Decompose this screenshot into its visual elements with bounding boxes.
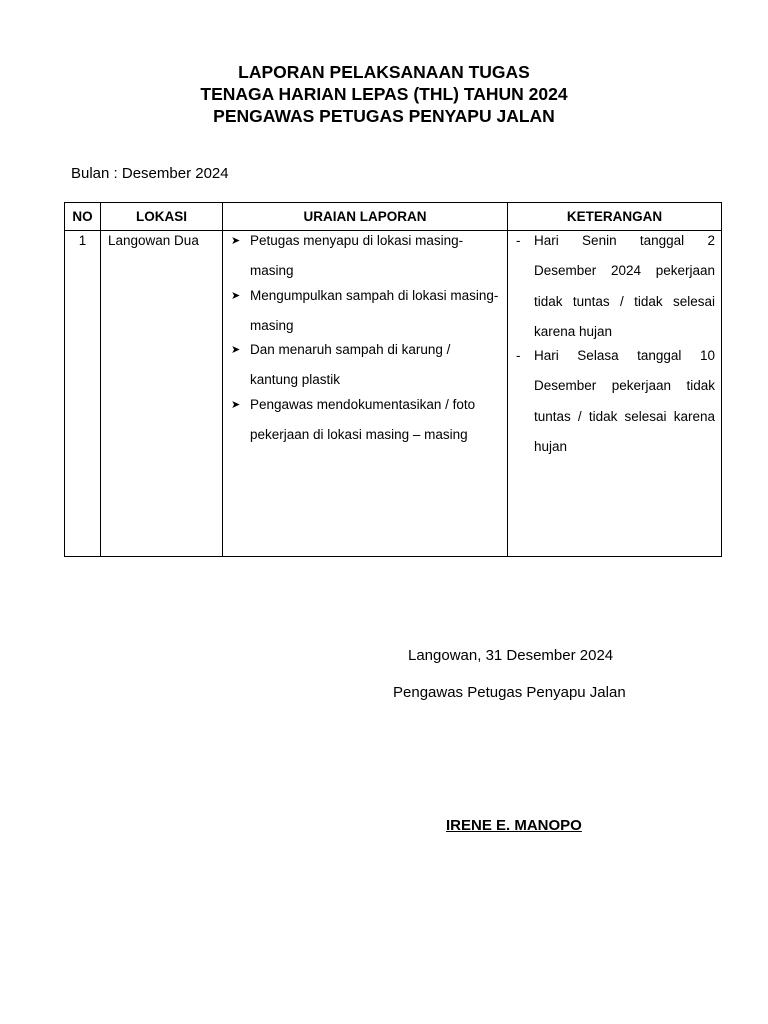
list-item <box>516 226 715 347</box>
cell-lokasi: Langowan Dua <box>101 231 223 557</box>
uraian-text: Pengawas mendokumentasikan / foto pekerjaan di lokasi masing – masing <box>250 396 476 443</box>
table-row <box>65 231 722 557</box>
cell-no: 1 <box>65 231 101 557</box>
list-item <box>231 281 501 342</box>
arrowhead-bullet-icon: ➤ <box>231 398 241 411</box>
header-no: NO <box>65 203 101 231</box>
list-item <box>231 390 501 451</box>
uraian-text: Mengumpulkan sampah di lokasi masing-masing <box>250 287 499 333</box>
title-line-2: TENAGA HARIAN LEPAS (THL) TAHUN 2024 <box>200 84 568 104</box>
title-line-3: PENGAWAS PETUGAS PENYAPU JALAN <box>213 106 555 126</box>
report-month: Bulan : Desember 2024 <box>71 165 229 182</box>
dash-bullet: - <box>516 348 521 364</box>
signature-place-date: Langowan, 31 Desember 2024 <box>408 647 614 664</box>
dash-bullet: - <box>516 233 521 248</box>
report-table <box>64 202 722 557</box>
uraian-text: Petugas menyapu di lokasi masing-masing <box>250 233 464 279</box>
keterangan-list <box>508 226 721 462</box>
header-keterangan: KETERANGAN <box>508 203 722 231</box>
list-item <box>231 226 501 287</box>
keterangan-text: Hari Senin tanggal 2 Desember 2024 pekerjaan tidak tuntas / tidak selesai karena hujan <box>534 233 715 339</box>
list-item <box>516 341 715 462</box>
cell-uraian <box>223 231 508 557</box>
cell-keterangan <box>508 231 722 557</box>
title-line-1: LAPORAN PELAKSANAAN TUGAS <box>238 62 530 82</box>
arrowhead-bullet-icon: ➤ <box>231 344 241 357</box>
arrowhead-bullet-icon: ➤ <box>231 235 241 247</box>
signer-name: IRENE E. MANOPO <box>446 817 582 834</box>
list-item <box>231 335 501 396</box>
uraian-list <box>223 226 507 450</box>
header-lokasi: LOKASI <box>101 203 223 231</box>
uraian-text: Dan menaruh sampah di karung / kantung plastik <box>250 342 451 388</box>
document-title <box>0 61 768 127</box>
arrowhead-bullet-icon: ➤ <box>231 289 241 302</box>
keterangan-text: Hari Selasa tanggal 10 Desember pekerjaan tidak tuntas / tidak selesai karena hujan <box>534 348 715 455</box>
signature-role: Pengawas Petugas Penyapu Jalan <box>393 684 626 701</box>
header-uraian: URAIAN LAPORAN <box>223 203 508 231</box>
